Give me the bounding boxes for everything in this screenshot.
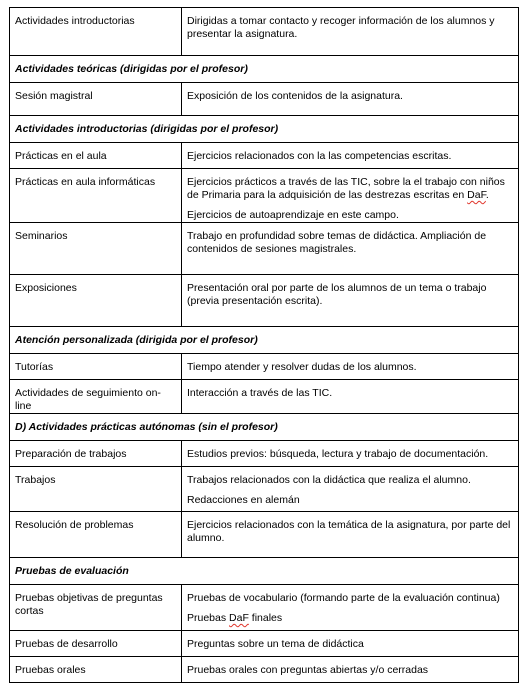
activity-name-cell <box>10 354 182 380</box>
activity-name-cell <box>10 380 182 414</box>
table-row <box>10 512 519 558</box>
activity-name: Seminarios <box>15 230 68 242</box>
table-row <box>10 657 519 683</box>
activity-description: Ejercicios prácticos a través de las TIC, sobre la el trabajo con niños de Primaria para la adquisición de las destrezas escritas en DaF. <box>187 176 505 201</box>
activities-table <box>9 7 519 683</box>
activity-description: Pruebas DaF finales <box>187 612 283 624</box>
activity-name: Pruebas de desarrollo <box>15 638 118 650</box>
table-row <box>10 467 519 512</box>
activity-description-cell <box>182 585 519 631</box>
activity-name: Resolución de problemas <box>15 519 134 531</box>
activity-name-cell <box>10 467 182 512</box>
table-row <box>10 275 519 327</box>
activity-name-cell <box>10 657 182 683</box>
activity-description-cell <box>182 143 519 169</box>
activity-description: Tiempo atender y resolver dudas de los alumnos. <box>187 361 417 373</box>
section-header-row <box>10 116 519 143</box>
activity-description: Exposición de los contenidos de la asignatura. <box>187 90 403 102</box>
activity-name: Actividades de seguimiento on-line <box>15 387 161 412</box>
activity-name: Preparación de trabajos <box>15 448 127 460</box>
table-row <box>10 380 519 414</box>
activity-name: Sesión magistral <box>15 90 93 102</box>
activity-description-cell <box>182 657 519 683</box>
activity-name-cell <box>10 512 182 558</box>
activity-description: Interacción a través de las TIC. <box>187 387 333 399</box>
activity-name: Tutorías <box>15 361 54 373</box>
activity-description: Ejercicios relacionados con la temática de la asignatura, por parte del alumno. <box>187 519 511 544</box>
activity-description-cell <box>182 467 519 512</box>
activity-description-cell <box>182 169 519 223</box>
section-header-row <box>10 558 519 585</box>
activity-name: Pruebas objetivas de preguntas cortas <box>15 592 163 617</box>
activity-name-cell <box>10 223 182 275</box>
table-row <box>10 223 519 275</box>
activity-name-cell <box>10 275 182 327</box>
table-row <box>10 585 519 631</box>
table-row <box>10 441 519 467</box>
activity-description: Trabajo en profundidad sobre temas de didáctica. Ampliación de contenidos de sesiones magistrales. <box>187 230 487 255</box>
activity-name: Actividades introductorias <box>15 15 135 27</box>
activity-name: Exposiciones <box>15 282 77 294</box>
activity-name-cell <box>10 169 182 223</box>
activity-description: Ejercicios de autoaprendizaje en este campo. <box>187 209 399 221</box>
table-row <box>10 631 519 657</box>
activity-name-cell <box>10 631 182 657</box>
activity-description-cell <box>182 83 519 116</box>
activity-description-cell <box>182 223 519 275</box>
activity-name: Prácticas en el aula <box>15 150 107 162</box>
activity-description: Pruebas de vocabulario (formando parte de la evaluación continua) <box>187 592 500 604</box>
table-row <box>10 354 519 380</box>
section-title: D) Actividades prácticas autónomas (sin el profesor) <box>10 414 519 441</box>
table-row <box>10 143 519 169</box>
activity-name-cell <box>10 585 182 631</box>
activity-description: Redacciones en alemán <box>187 494 300 506</box>
activity-description-cell <box>182 8 519 56</box>
table-row <box>10 169 519 223</box>
activity-name-cell <box>10 8 182 56</box>
activity-description-cell <box>182 441 519 467</box>
activity-description: Dirigidas a tomar contacto y recoger información de los alumnos y presentar la asignatura. <box>187 15 495 40</box>
activity-name-cell <box>10 143 182 169</box>
activity-description: Ejercicios relacionados con la las competencias escritas. <box>187 150 452 162</box>
spellcheck-underline: DaF <box>467 189 486 201</box>
activity-name: Pruebas orales <box>15 664 86 676</box>
table-row <box>10 8 519 56</box>
activity-description-cell <box>182 354 519 380</box>
activity-description: Presentación oral por parte de los alumnos de un tema o trabajo (previa presentación escrita). <box>187 282 487 307</box>
table-row <box>10 83 519 116</box>
section-title: Actividades teóricas (dirigidas por el profesor) <box>10 56 519 83</box>
section-title: Atención personalizada (dirigida por el profesor) <box>10 327 519 354</box>
activity-description: Preguntas sobre un tema de didáctica <box>187 638 364 650</box>
activity-description-cell <box>182 631 519 657</box>
activity-description: Estudios previos: búsqueda, lectura y trabajo de documentación. <box>187 448 489 460</box>
section-header-row <box>10 327 519 354</box>
activity-name-cell <box>10 441 182 467</box>
activity-description-cell <box>182 275 519 327</box>
activity-description: Pruebas orales con preguntas abiertas y/o cerradas <box>187 664 429 676</box>
activity-name: Prácticas en aula informáticas <box>15 176 156 188</box>
section-title: Pruebas de evaluación <box>10 558 519 585</box>
activity-name: Trabajos <box>15 474 56 486</box>
activity-description-cell <box>182 512 519 558</box>
activity-description-cell <box>182 380 519 414</box>
section-title: Actividades introductorias (dirigidas por el profesor) <box>10 116 519 143</box>
activity-description: Trabajos relacionados con la didáctica que realiza el alumno. <box>187 474 471 486</box>
section-header-row <box>10 414 519 441</box>
section-header-row <box>10 56 519 83</box>
activity-name-cell <box>10 83 182 116</box>
table-body <box>10 8 519 683</box>
spellcheck-underline: DaF <box>229 612 249 624</box>
